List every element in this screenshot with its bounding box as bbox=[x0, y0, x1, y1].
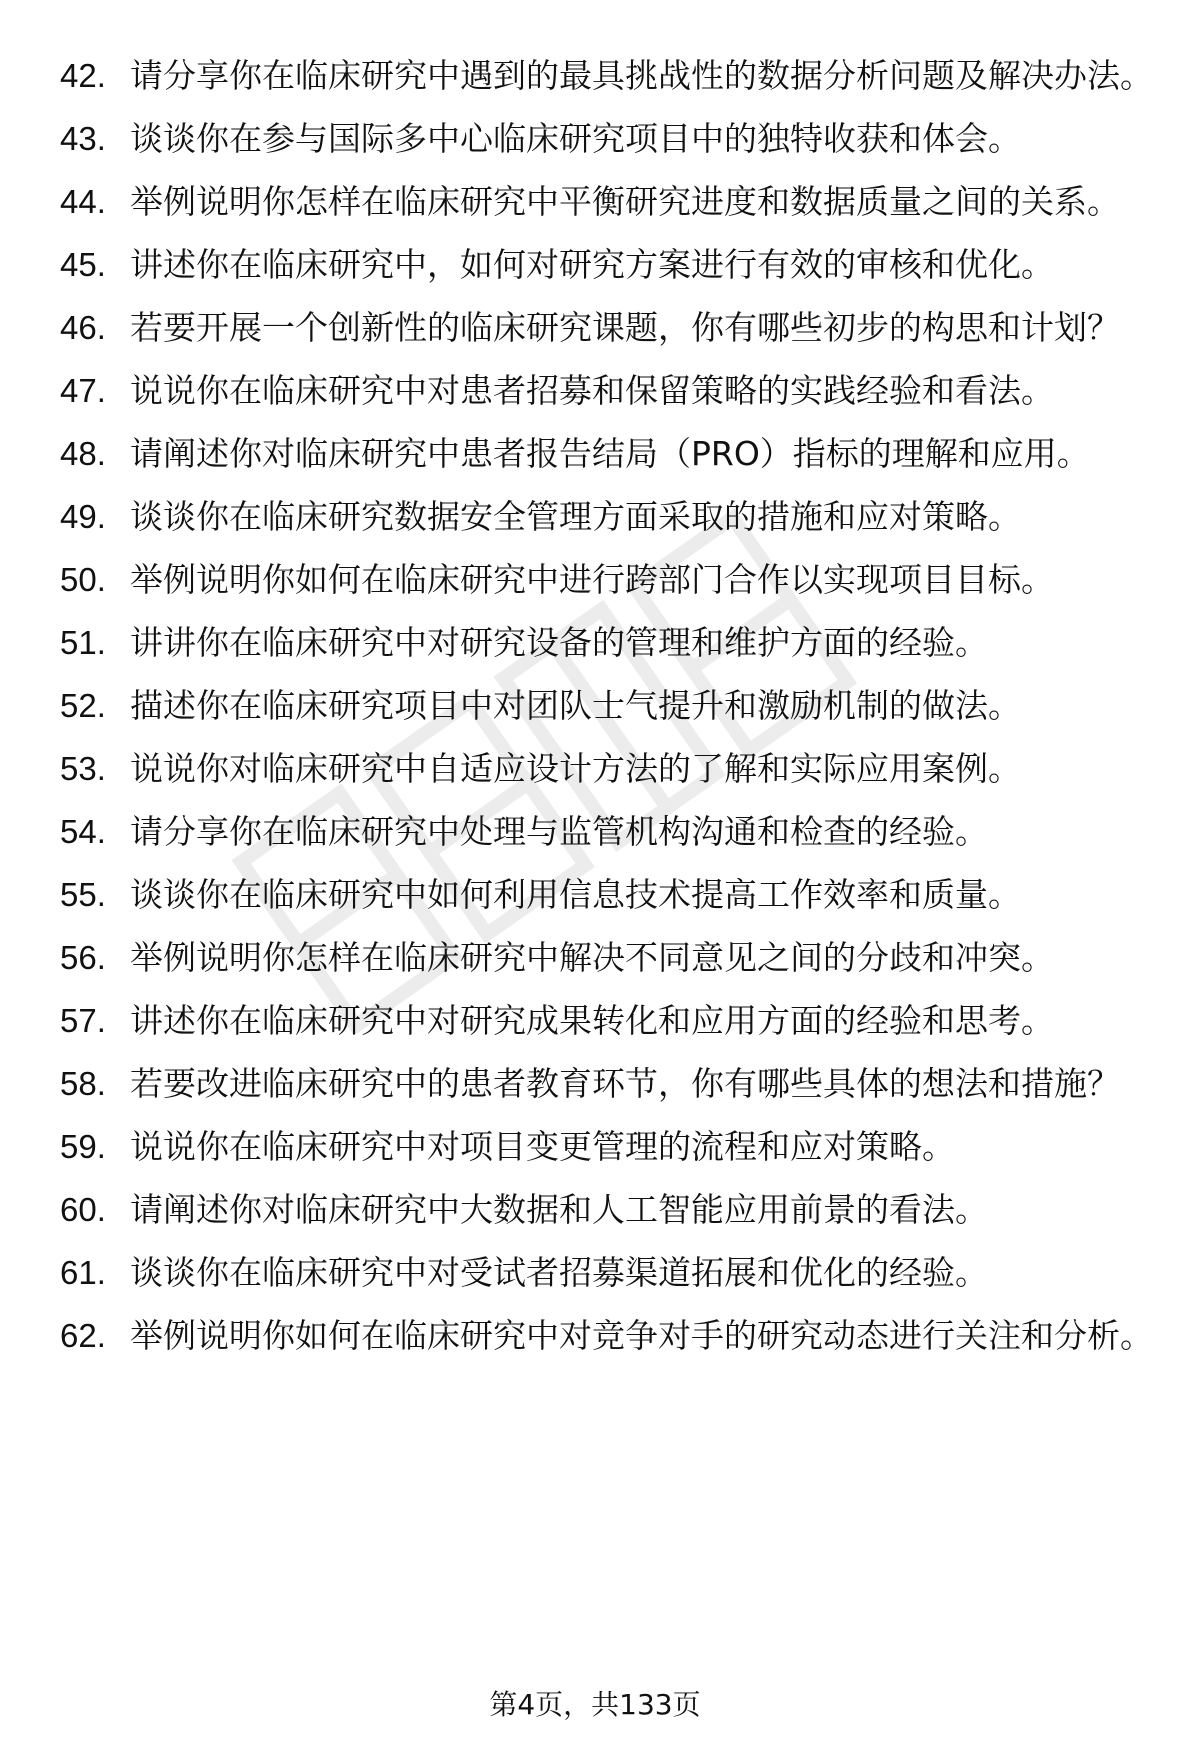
question-item bbox=[60, 178, 1160, 226]
question-text: 谈谈你在临床研究中如何利用信息技术提高工作效率和质量。 bbox=[130, 875, 1021, 914]
question-number: 53. bbox=[60, 750, 106, 787]
question-text: 请阐述你对临床研究中大数据和人工智能应用前景的看法。 bbox=[130, 1190, 988, 1229]
question-item bbox=[60, 619, 1160, 667]
question-item bbox=[60, 871, 1160, 919]
question-item bbox=[60, 1249, 1160, 1297]
question-text: 若要开展一个创新性的临床研究课题，你有哪些初步的构思和计划？ bbox=[130, 308, 1120, 347]
question-item bbox=[60, 115, 1160, 163]
question-number: 60. bbox=[60, 1191, 106, 1228]
question-text: 谈谈你在参与国际多中心临床研究项目中的独特收获和体会。 bbox=[130, 119, 1021, 158]
question-number: 47. bbox=[60, 372, 106, 409]
question-text: 举例说明你怎样在临床研究中解决不同意见之间的分歧和冲突。 bbox=[130, 938, 1054, 977]
question-item bbox=[60, 556, 1160, 604]
question-number: 51. bbox=[60, 624, 106, 661]
question-item bbox=[60, 493, 1160, 541]
question-text: 讲述你在临床研究中对研究成果转化和应用方面的经验和思考。 bbox=[130, 1001, 1054, 1040]
question-number: 44. bbox=[60, 183, 106, 220]
question-item bbox=[60, 808, 1160, 856]
question-text: 请阐述你对临床研究中患者报告结局（PRO）指标的理解和应用。 bbox=[130, 434, 1090, 473]
question-number: 46. bbox=[60, 309, 106, 346]
question-list bbox=[60, 52, 1160, 1375]
question-text: 讲述你在临床研究中，如何对研究方案进行有效的审核和优化。 bbox=[130, 245, 1054, 284]
question-item bbox=[60, 934, 1160, 982]
question-number: 54. bbox=[60, 813, 106, 850]
question-text: 描述你在临床研究项目中对团队士气提升和激励机制的做法。 bbox=[130, 686, 1021, 725]
question-number: 61. bbox=[60, 1254, 106, 1291]
question-item bbox=[60, 430, 1160, 478]
question-number: 43. bbox=[60, 120, 106, 157]
question-number: 49. bbox=[60, 498, 106, 535]
question-number: 59. bbox=[60, 1128, 106, 1165]
question-number: 57. bbox=[60, 1002, 106, 1039]
question-number: 62. bbox=[60, 1317, 106, 1354]
question-item bbox=[60, 52, 1160, 100]
question-text: 举例说明你如何在临床研究中进行跨部门合作以实现项目目标。 bbox=[130, 560, 1054, 599]
question-item bbox=[60, 241, 1160, 289]
question-text: 谈谈你在临床研究数据安全管理方面采取的措施和应对策略。 bbox=[130, 497, 1021, 536]
question-item bbox=[60, 682, 1160, 730]
question-text: 说说你在临床研究中对项目变更管理的流程和应对策略。 bbox=[130, 1127, 955, 1166]
question-number: 52. bbox=[60, 687, 106, 724]
question-item bbox=[60, 997, 1160, 1045]
question-item bbox=[60, 1060, 1160, 1108]
question-number: 56. bbox=[60, 939, 106, 976]
question-text: 举例说明你如何在临床研究中对竞争对手的研究动态进行关注和分析。 bbox=[130, 1316, 1153, 1355]
question-text: 请分享你在临床研究中处理与监管机构沟通和检查的经验。 bbox=[130, 812, 988, 851]
page-number-footer: 第4页，共133页 bbox=[489, 1688, 701, 1721]
question-text: 请分享你在临床研究中遇到的最具挑战性的数据分析问题及解决办法。 bbox=[130, 56, 1153, 95]
question-text: 说说你对临床研究中自适应设计方法的了解和实际应用案例。 bbox=[130, 749, 1021, 788]
question-number: 42. bbox=[60, 57, 106, 94]
question-item bbox=[60, 1312, 1160, 1360]
question-text: 若要改进临床研究中的患者教育环节，你有哪些具体的想法和措施？ bbox=[130, 1064, 1120, 1103]
question-number: 55. bbox=[60, 876, 106, 913]
question-number: 58. bbox=[60, 1065, 106, 1102]
question-number: 50. bbox=[60, 561, 106, 598]
question-number: 45. bbox=[60, 246, 106, 283]
question-text: 谈谈你在临床研究中对受试者招募渠道拓展和优化的经验。 bbox=[130, 1253, 988, 1292]
question-item bbox=[60, 304, 1160, 352]
question-text: 说说你在临床研究中对患者招募和保留策略的实践经验和看法。 bbox=[130, 371, 1054, 410]
question-text: 讲讲你在临床研究中对研究设备的管理和维护方面的经验。 bbox=[130, 623, 988, 662]
question-number: 48. bbox=[60, 435, 106, 472]
question-item bbox=[60, 745, 1160, 793]
question-item bbox=[60, 1123, 1160, 1171]
question-item bbox=[60, 367, 1160, 415]
question-text: 举例说明你怎样在临床研究中平衡研究进度和数据质量之间的关系。 bbox=[130, 182, 1120, 221]
question-item bbox=[60, 1186, 1160, 1234]
